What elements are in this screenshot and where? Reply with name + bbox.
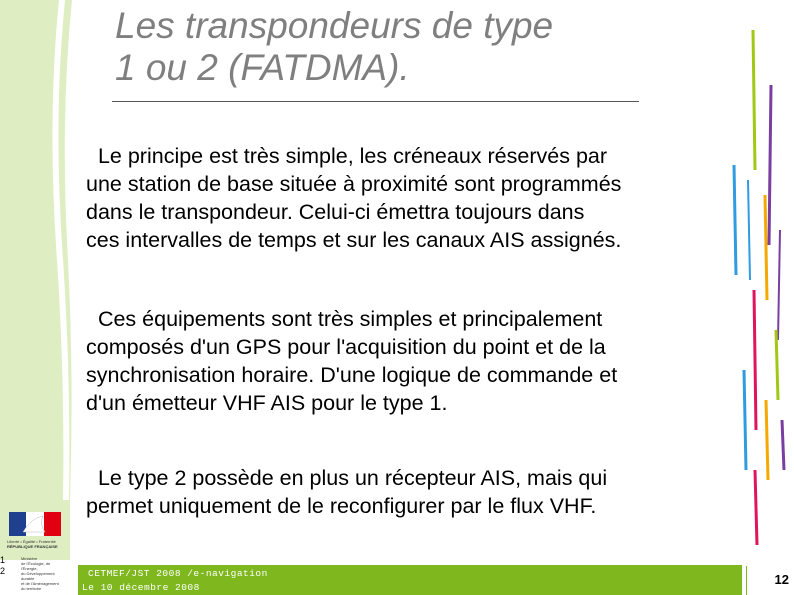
slide-title <box>115 5 715 89</box>
paragraph-3-text: Le type 2 possède en plus un récepteur AIS, mais qui permet uniquement de le reconfigurer par le flux VHF. <box>86 466 608 518</box>
page-number-box <box>746 566 794 595</box>
paragraph-3 <box>86 464 607 520</box>
marianne-flag-icon <box>9 512 61 536</box>
paragraph-2-text: Ces équipements sont très simples et principalement composés d'un GPS pour l'acquisition du point et de la synchronisation horaire. D'une logique de commande et d'un émetteur VHF AIS pour le type 1. <box>86 307 618 415</box>
decorative-color-stripes <box>720 0 794 560</box>
paragraph-1-text: Le principe est très simple, les créneaux réservés par une station de base située à proximité sont programmés dans le transpondeur. Celui-ci émettra toujours dans ces intervalles de temps et sur les canaux AIS assignés. <box>86 144 622 252</box>
logo-motto: Liberté • Égalité • Fraternité <box>7 539 56 544</box>
title-line-1: Les transpondeurs de type <box>115 5 554 46</box>
paragraph-1 <box>86 142 621 254</box>
logo-ministry: Ministère de l'Écologie, de l'Énergie, du Développement durable et de l'Aménagement du territoire <box>21 556 59 591</box>
ministry-logo <box>7 512 63 592</box>
footer-bar <box>78 565 742 595</box>
footer-line-1: CETMEF/JST 2008 /e-navigation <box>88 568 268 579</box>
side-marker: 1 2 <box>0 555 6 576</box>
paragraph-2 <box>86 305 617 417</box>
page-number: 12 <box>774 572 789 587</box>
footer-line-2: Le 10 décembre 2008 <box>82 582 200 593</box>
logo-republic: RÉPUBLIQUE FRANÇAISE <box>7 544 58 549</box>
title-line-2: 1 ou 2 (FATDMA). <box>115 47 410 88</box>
title-underline <box>112 101 639 102</box>
